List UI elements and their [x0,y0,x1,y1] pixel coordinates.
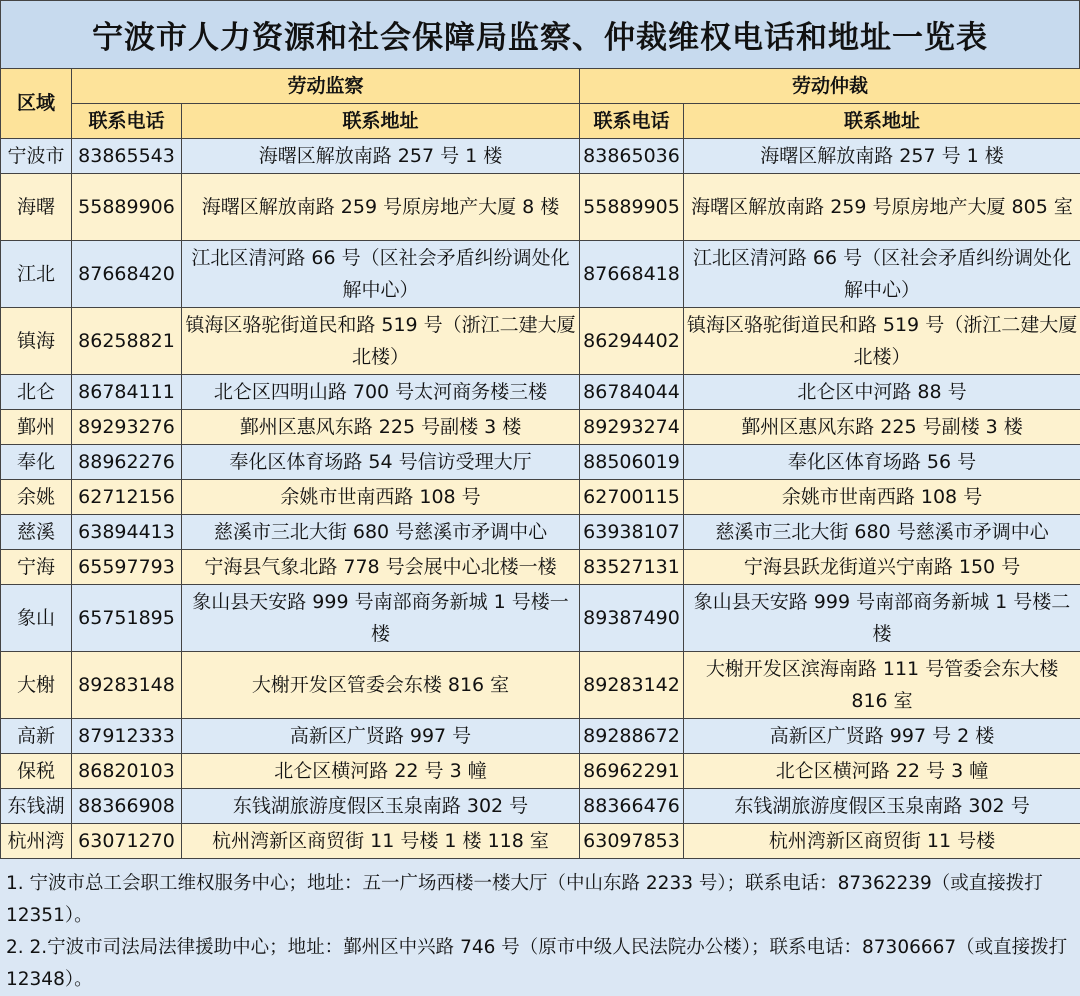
region-cell: 海曙 [1,174,72,241]
table-row [1,241,1080,308]
inspection-address-cell: 北仑区横河路 22 号 3 幢 [182,754,580,789]
arbitration-address-cell: 江北区清河路 66 号（区社会矛盾纠纷调处化解中心） [684,241,1080,308]
inspection-phone-cell: 88962276 [72,445,182,480]
inspection-phone-cell: 63071270 [72,824,182,859]
inspection-address-cell: 镇海区骆驼街道民和路 519 号（浙江二建大厦北楼） [182,308,580,375]
inspection-address-cell: 江北区清河路 66 号（区社会矛盾纠纷调处化解中心） [182,241,580,308]
table-row [1,515,1080,550]
region-cell: 鄞州 [1,410,72,445]
table-row [1,550,1080,585]
inspection-address-cell: 东钱湖旅游度假区玉泉南路 302 号 [182,789,580,824]
table-row [1,308,1080,375]
inspection-phone-cell: 87668420 [72,241,182,308]
region-cell: 大榭 [1,652,72,719]
inspection-address-cell: 北仑区四明山路 700 号太河商务楼三楼 [182,375,580,410]
arbitration-phone-cell: 86294402 [580,308,684,375]
header-arbitration-phone: 联系电话 [580,104,684,139]
region-cell: 余姚 [1,480,72,515]
region-cell: 保税 [1,754,72,789]
footnotes [0,864,1080,996]
inspection-phone-cell: 63894413 [72,515,182,550]
arbitration-address-cell: 奉化区体育场路 56 号 [684,445,1080,480]
arbitration-address-cell: 杭州湾新区商贸街 11 号楼 [684,824,1080,859]
inspection-phone-cell: 88366908 [72,789,182,824]
region-cell: 北仑 [1,375,72,410]
region-cell: 高新 [1,719,72,754]
inspection-phone-cell: 83865543 [72,139,182,174]
arbitration-phone-cell: 83865036 [580,139,684,174]
inspection-address-cell: 高新区广贤路 997 号 [182,719,580,754]
arbitration-phone-cell: 86962291 [580,754,684,789]
inspection-address-cell: 余姚市世南西路 108 号 [182,480,580,515]
inspection-phone-cell: 87912333 [72,719,182,754]
table-row [1,754,1080,789]
footnote-1: 1. 宁波市总工会职工维权服务中心；地址：五一广场西楼一楼大厅（中山东路 2233 号）；联系电话：87362239（或直接拨打 12351）。 [6,873,1043,926]
region-cell: 慈溪 [1,515,72,550]
arbitration-address-cell: 余姚市世南西路 108 号 [684,480,1080,515]
arbitration-address-cell: 东钱湖旅游度假区玉泉南路 302 号 [684,789,1080,824]
table-row [1,789,1080,824]
header-arbitration-address: 联系地址 [684,104,1080,139]
arbitration-phone-cell: 63097853 [580,824,684,859]
inspection-address-cell: 海曙区解放南路 257 号 1 楼 [182,139,580,174]
table-row [1,375,1080,410]
arbitration-phone-cell: 62700115 [580,480,684,515]
table-row [1,585,1080,652]
arbitration-phone-cell: 86784044 [580,375,684,410]
table-row [1,480,1080,515]
arbitration-address-cell: 海曙区解放南路 257 号 1 楼 [684,139,1080,174]
inspection-phone-cell: 62712156 [72,480,182,515]
table-row [1,824,1080,859]
inspection-address-cell: 奉化区体育场路 54 号信访受理大厅 [182,445,580,480]
arbitration-address-cell: 大榭开发区滨海南路 111 号管委会东大楼 816 室 [684,652,1080,719]
table-row [1,652,1080,719]
region-cell: 宁海 [1,550,72,585]
inspection-address-cell: 鄞州区惠风东路 225 号副楼 3 楼 [182,410,580,445]
header-inspection: 劳动监察 [72,69,580,104]
inspection-phone-cell: 55889906 [72,174,182,241]
table-row [1,139,1080,174]
inspection-address-cell: 杭州湾新区商贸街 11 号楼 1 楼 118 室 [182,824,580,859]
inspection-phone-cell: 65597793 [72,550,182,585]
inspection-address-cell: 大榭开发区管委会东楼 816 室 [182,652,580,719]
region-cell: 象山 [1,585,72,652]
arbitration-phone-cell: 89387490 [580,585,684,652]
region-cell: 镇海 [1,308,72,375]
inspection-phone-cell: 65751895 [72,585,182,652]
header-inspection-phone: 联系电话 [72,104,182,139]
arbitration-address-cell: 北仑区横河路 22 号 3 幢 [684,754,1080,789]
arbitration-phone-cell: 88366476 [580,789,684,824]
region-cell: 江北 [1,241,72,308]
region-cell: 东钱湖 [1,789,72,824]
region-cell: 奉化 [1,445,72,480]
arbitration-address-cell: 鄞州区惠风东路 225 号副楼 3 楼 [684,410,1080,445]
arbitration-phone-cell: 89293274 [580,410,684,445]
arbitration-address-cell: 宁海县跃龙街道兴宁南路 150 号 [684,550,1080,585]
inspection-phone-cell: 86784111 [72,375,182,410]
inspection-address-cell: 象山县天安路 999 号南部商务新城 1 号楼一楼 [182,585,580,652]
arbitration-phone-cell: 89283142 [580,652,684,719]
arbitration-phone-cell: 87668418 [580,241,684,308]
header-inspection-address: 联系地址 [182,104,580,139]
inspection-phone-cell: 86258821 [72,308,182,375]
table-row [1,445,1080,480]
region-cell: 宁波市 [1,139,72,174]
arbitration-address-cell: 高新区广贤路 997 号 2 楼 [684,719,1080,754]
arbitration-phone-cell: 63938107 [580,515,684,550]
table-row [1,719,1080,754]
inspection-phone-cell: 89293276 [72,410,182,445]
header-arbitration: 劳动仲裁 [580,69,1080,104]
page-title: 宁波市人力资源和社会保障局监察、仲裁维权电话和地址一览表 [0,0,1080,68]
inspection-phone-cell: 86820103 [72,754,182,789]
arbitration-phone-cell: 83527131 [580,550,684,585]
arbitration-address-cell: 北仑区中河路 88 号 [684,375,1080,410]
footnote-2: 2. 2.宁波市司法局法律援助中心；地址：鄞州区中兴路 746 号（原市中级人民法院办公楼）；联系电话：87306667（或直接拨打 12348）。 [6,937,1068,990]
arbitration-address-cell: 慈溪市三北大街 680 号慈溪市矛调中心 [684,515,1080,550]
arbitration-phone-cell: 89288672 [580,719,684,754]
inspection-phone-cell: 89283148 [72,652,182,719]
inspection-address-cell: 宁海县气象北路 778 号会展中心北楼一楼 [182,550,580,585]
region-cell: 杭州湾 [1,824,72,859]
table-row [1,174,1080,241]
table-row [1,410,1080,445]
arbitration-address-cell: 海曙区解放南路 259 号原房地产大厦 805 室 [684,174,1080,241]
inspection-address-cell: 海曙区解放南路 259 号原房地产大厦 8 楼 [182,174,580,241]
arbitration-phone-cell: 55889905 [580,174,684,241]
arbitration-address-cell: 象山县天安路 999 号南部商务新城 1 号楼二楼 [684,585,1080,652]
contact-table [0,68,1080,859]
inspection-address-cell: 慈溪市三北大街 680 号慈溪市矛调中心 [182,515,580,550]
arbitration-address-cell: 镇海区骆驼街道民和路 519 号（浙江二建大厦北楼） [684,308,1080,375]
arbitration-phone-cell: 88506019 [580,445,684,480]
header-region: 区域 [1,69,72,139]
